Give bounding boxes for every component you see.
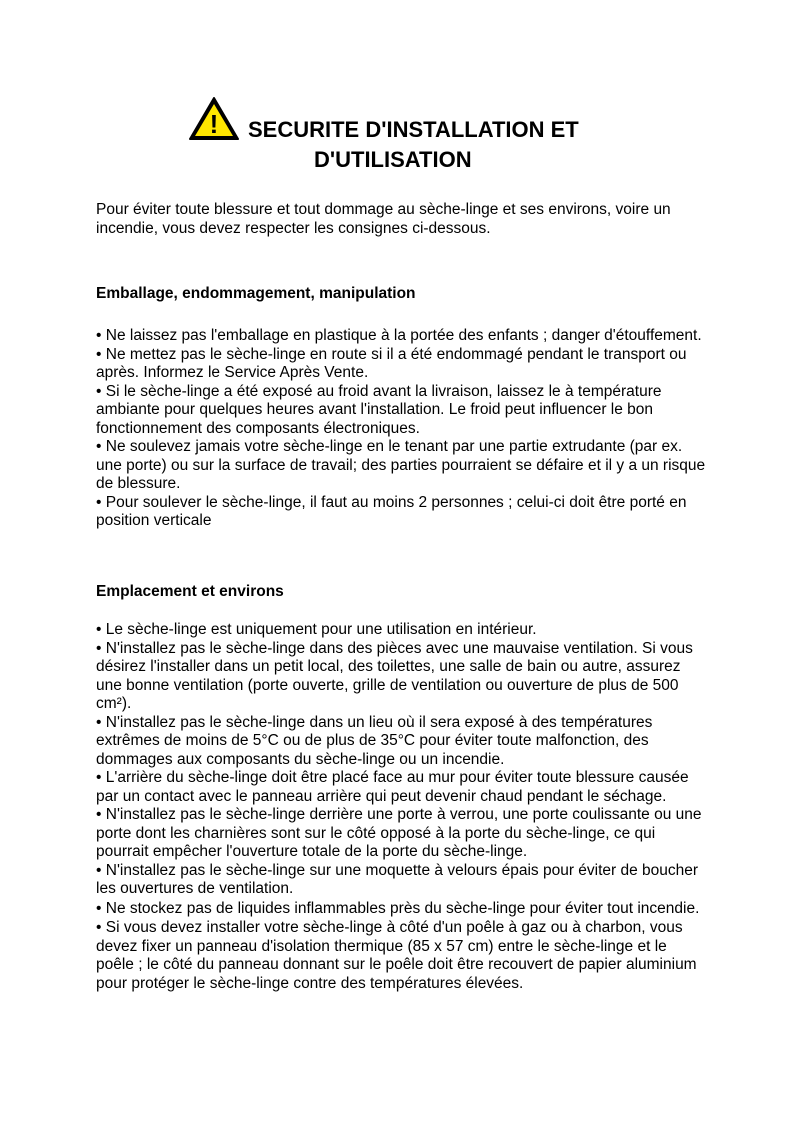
list-item-text: Ne soulevez jamais votre sèche-linge en le tenant par une partie extrudante (par ex. une porte) ou sur la surface de travail; des parties pourraient se défaire et il y a un risque de blessure.	[96, 438, 706, 492]
bullet-glyph: •	[96, 493, 102, 511]
list-item-text: Ne mettez pas le sèche-linge en route si il a été endommagé pendant le transport ou après. Informez le Service Après Vente.	[96, 345, 687, 381]
bullet-glyph: •	[96, 861, 102, 879]
list-item	[96, 494, 706, 531]
list-item	[96, 327, 706, 346]
title-block	[96, 96, 706, 176]
list-item-text: Ne stockez pas de liquides inflammables près du sèche-linge pour éviter tout incendie.	[105, 899, 700, 917]
list-item-text: Le sèche-linge est uniquement pour une utilisation en intérieur.	[105, 621, 537, 638]
bullet-glyph: •	[96, 713, 102, 731]
list-item	[96, 806, 706, 862]
section-heading-emballage: Emballage, endommagement, manipulation	[96, 285, 416, 302]
list-item-text: Si vous devez installer votre sèche-linge à côté d'un poêle à gaz ou à charbon, vous devez fixer un panneau d'isolation thermique (85 x 57 cm) entre le sèche-linge et le poêle ; le côté du panneau donnant sur le poêle doit être recouvert de papier aluminium pour protéger le sèche-linge contre des températures élevées.	[96, 919, 697, 992]
list-item-text: N'installez pas le sèche-linge dans un lieu où il sera exposé à des températures extrêmes de moins de 5°C ou de plus de 35°C pour éviter toute malfonction, des dommages aux composants du sèche-linge ou un incendie.	[96, 713, 653, 768]
bullet-glyph: •	[96, 621, 102, 638]
bullet-glyph: •	[96, 919, 102, 936]
bullet-glyph: •	[96, 382, 102, 400]
bullet-glyph: •	[96, 806, 102, 823]
bullet-glyph: •	[96, 769, 102, 786]
list-item-text: N'installez pas le sèche-linge dans des pièces avec une mauvaise ventilation. Si vous désirez l'installer dans un petit local, des toilettes, une salle de bain ou autre, assurez une bonne ventilation (porte ouverte, grille de ventilation ou ouverture de plus de 500 cm²).	[96, 639, 693, 712]
bullet-glyph: •	[96, 345, 102, 363]
bullet-glyph: •	[96, 639, 102, 657]
list-item	[96, 714, 706, 770]
bullet-glyph: •	[96, 899, 102, 917]
warning-triangle-icon	[188, 96, 240, 142]
list-item	[96, 621, 706, 640]
list-item	[96, 862, 706, 899]
list-item-text: N'installez pas le sèche-linge derrière une porte à verrou, une porte coulissante ou une porte dont les charnières sont sur le côté opposé à la porte du sèche-linge, ce qui pourrait empêcher l'ouverture totale de la porte du sèche-linge.	[96, 806, 702, 860]
bullet-list-emplacement	[96, 621, 706, 993]
page-title-line-1: SECURITE D'INSTALLATION ET	[248, 117, 579, 142]
section-heading-emplacement: Emplacement et environs	[96, 583, 284, 600]
list-item	[96, 640, 706, 714]
list-item-text: Pour soulever le sèche-linge, il faut au moins 2 personnes ; celui-ci doit être porté en position verticale	[96, 493, 687, 529]
bullet-glyph: •	[96, 327, 102, 344]
bullet-glyph: •	[96, 438, 102, 455]
list-item	[96, 346, 706, 383]
list-item	[96, 899, 706, 920]
list-item	[96, 438, 706, 494]
page-title-line-2: D'UTILISATION	[314, 147, 472, 172]
bullet-list-emballage	[96, 327, 706, 531]
svg-text:!: !	[209, 109, 219, 139]
list-item	[96, 919, 706, 993]
list-item-text: L'arrière du sèche-linge doit être placé face au mur pour éviter toute blessure causée par un contact avec le panneau arrière qui peut devenir chaud pendant le séchage.	[96, 769, 689, 805]
list-item-text: Ne laissez pas l'emballage en plastique à la portée des enfants ; danger d'étouffement.	[105, 327, 702, 344]
list-item-text: Si le sèche-linge a été exposé au froid avant la livraison, laissez le à température ambiante pour quelques heures avant l'installation. Le froid peut influencer le bon fonctionnement des composants électroniques.	[96, 382, 662, 437]
list-item	[96, 383, 706, 439]
list-item	[96, 769, 706, 806]
list-item-text: N'installez pas le sèche-linge sur une moquette à velours épais pour éviter de boucher les ouvertures de ventilation.	[96, 861, 699, 897]
intro-paragraph: Pour éviter toute blessure et tout dommage au sèche-linge et ses environs, voire un incendie, vous devez respecter les consignes ci-dessous.	[96, 201, 671, 237]
